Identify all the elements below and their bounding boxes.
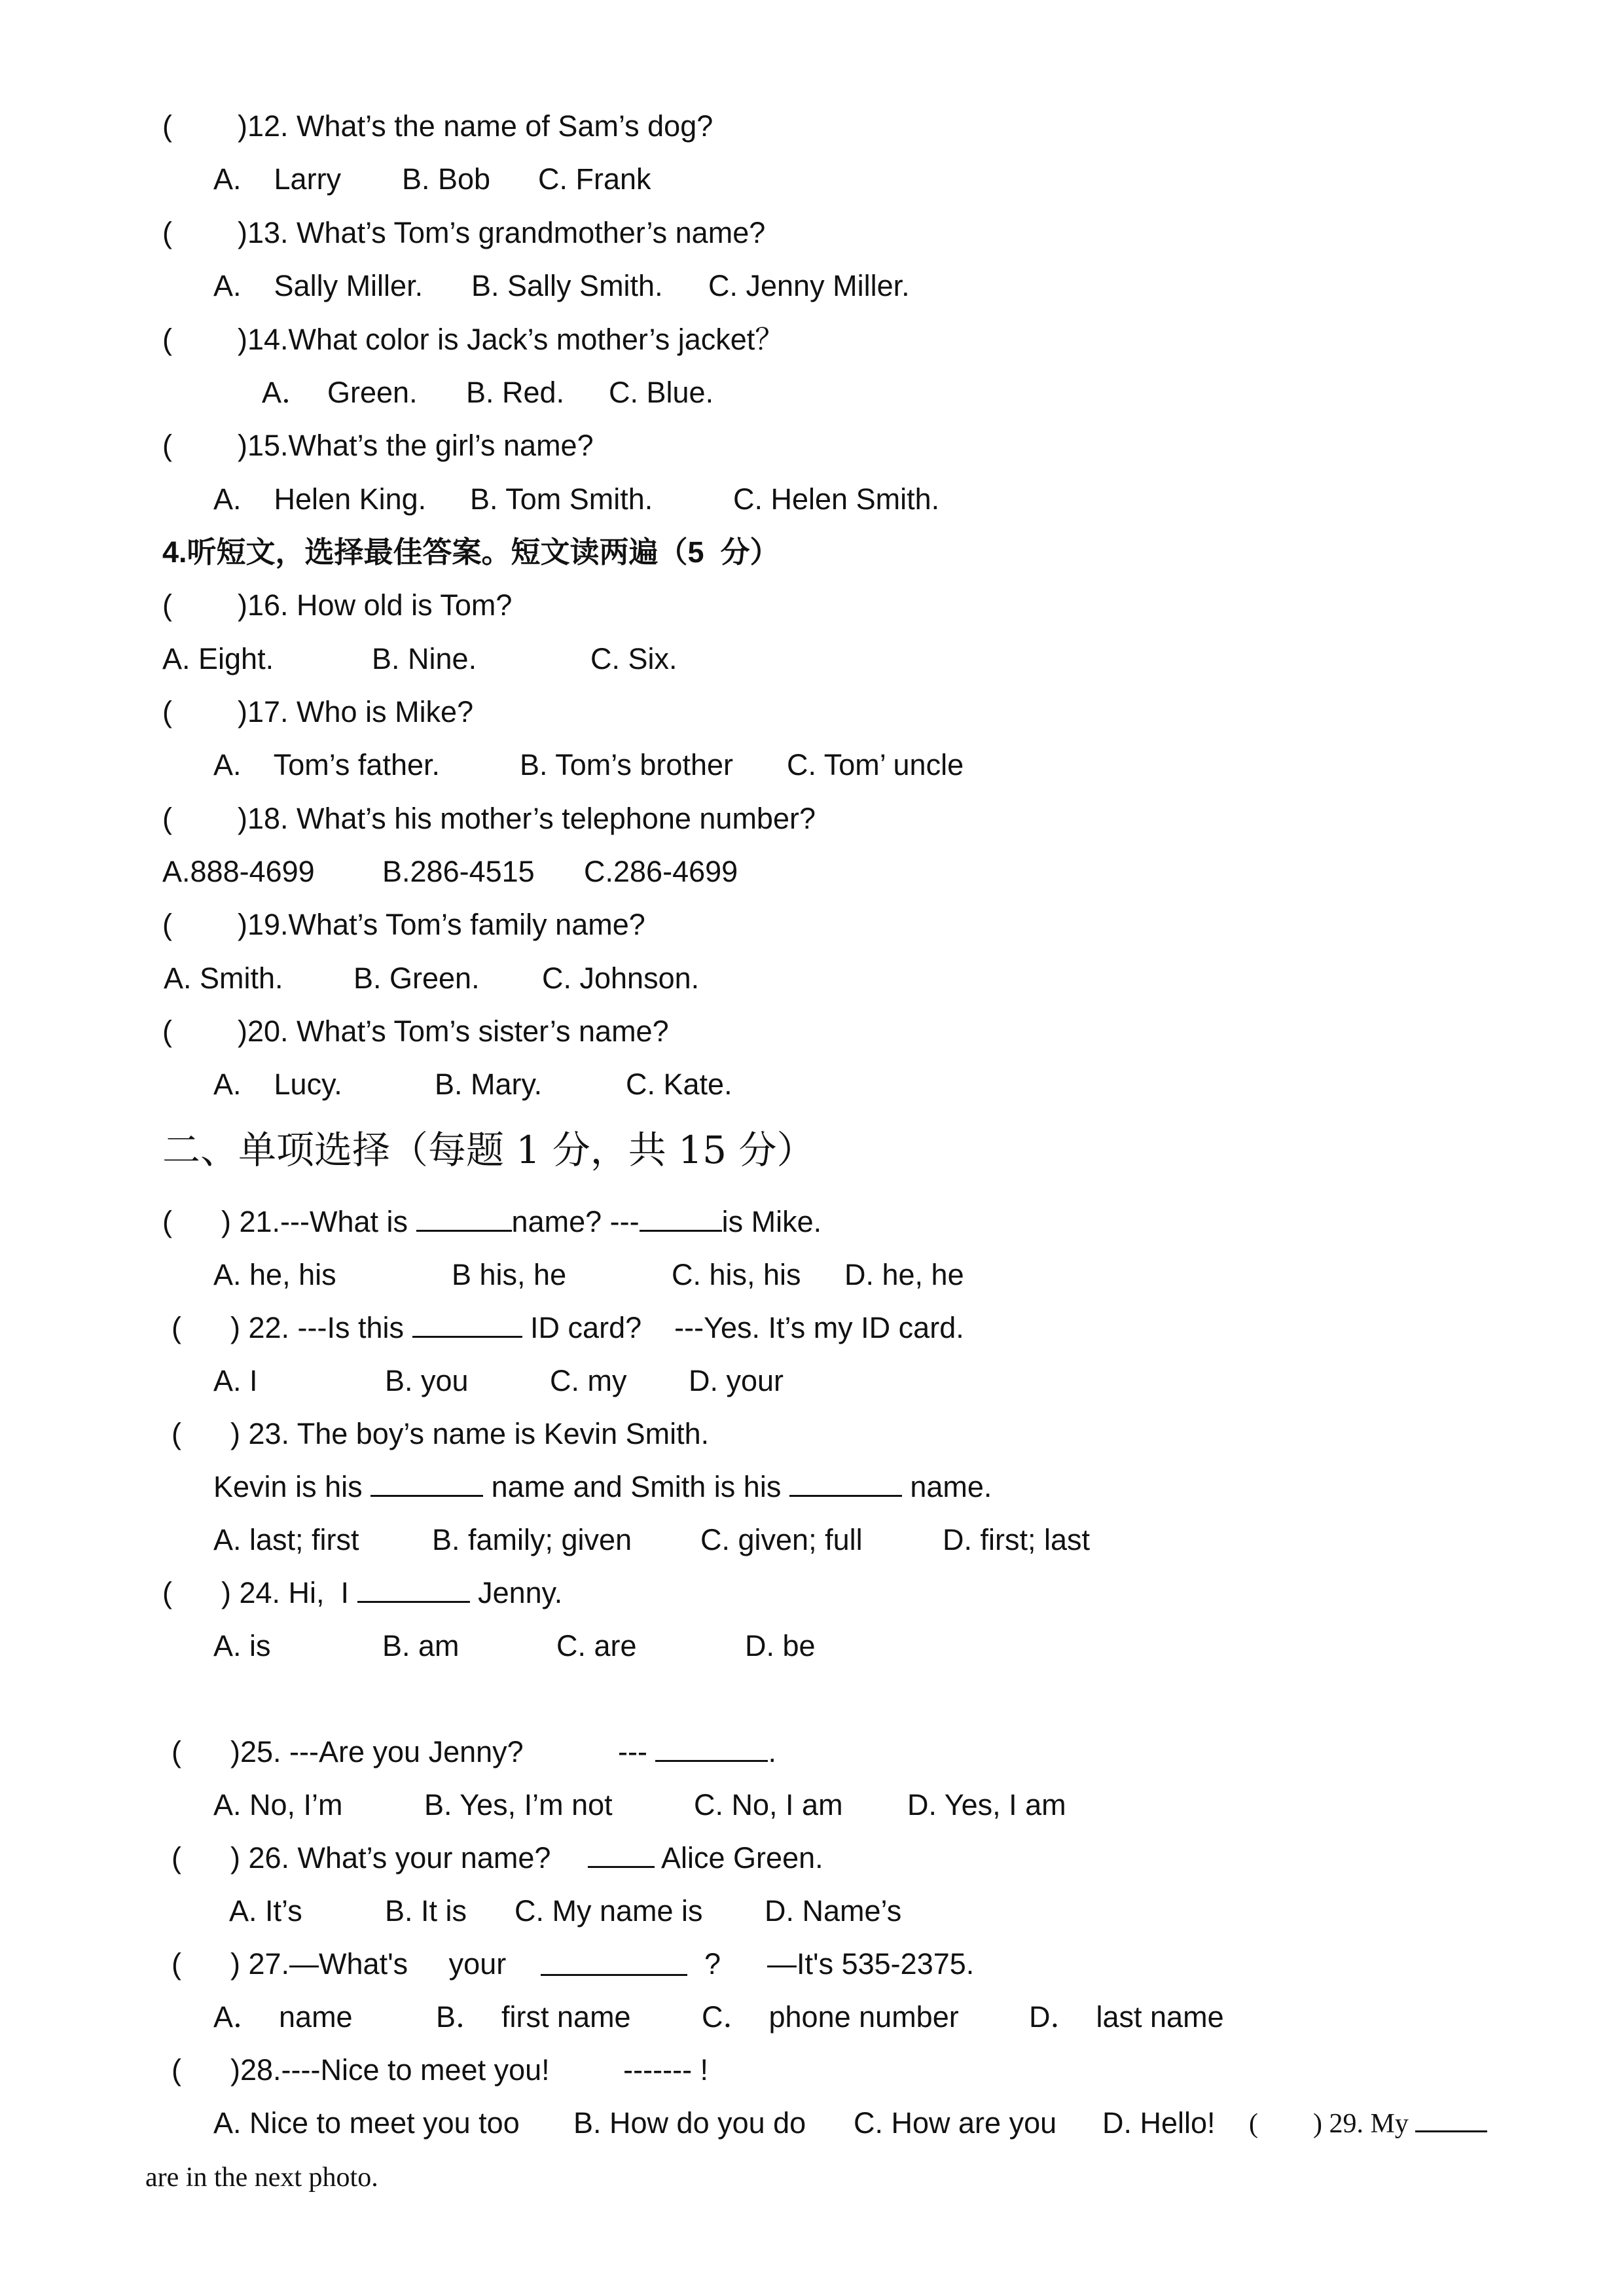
question-16-stem: ( )16. How old is Tom? xyxy=(162,588,513,622)
question-13-option-c: C. Jenny Miller. xyxy=(708,269,910,302)
answer-blank xyxy=(412,1335,522,1338)
question-21-option-c: C. his, his xyxy=(672,1258,801,1291)
question-24-option-c: C. are xyxy=(556,1629,637,1662)
question-28-option-c: C. How are you xyxy=(854,2106,1057,2140)
question-18-stem: ( )18. What’s his mother’s telephone number? xyxy=(162,802,816,835)
question-18-option-b: B.286-4515 xyxy=(382,855,535,888)
question-25-answer-line: --- . xyxy=(618,1735,776,1768)
question-23-option-b: B. family; given xyxy=(432,1523,632,1556)
question-18-option-a: A.888-4699 xyxy=(162,855,315,888)
answer-blank xyxy=(370,1494,483,1497)
question-27-reply: —It's 535-2375. xyxy=(767,1947,975,1981)
question-14-stem: ( )14.What color is Jack’s mother’s jacket？ xyxy=(162,323,785,356)
question-27-option-a: A． name xyxy=(213,2000,353,2034)
question-28-option-b: B. How do you do xyxy=(573,2106,806,2140)
question-26-stem: ( ) 26. What’s your name? xyxy=(171,1841,551,1874)
question-26-answer-line: Alice Green. xyxy=(588,1843,823,1873)
question-25-option-d: D. Yes, I am xyxy=(907,1788,1066,1821)
question-27-option-c: C． phone number xyxy=(702,2000,959,2034)
question-20-option-a: A. Lucy. xyxy=(213,1067,342,1101)
question-23-stem: ( ) 23. The boy’s name is Kevin Smith. xyxy=(171,1417,710,1450)
question-20-option-b: B. Mary. xyxy=(435,1067,543,1101)
question-15-option-c: C. Helen Smith. xyxy=(733,482,940,516)
question-22-option-a: A. I xyxy=(213,1364,258,1397)
question-17-option-b: B. Tom’s brother xyxy=(520,748,733,781)
question-21-option-b: B his, he xyxy=(452,1258,567,1291)
section-2-title: 二、单项选择（每题 1 分，共 15 分） xyxy=(162,1128,815,1172)
question-28-option-d: D. Hello! xyxy=(1102,2106,1216,2140)
question-21-stem: ( ) 21.---What is name? --- is Mike. xyxy=(162,1205,822,1238)
question-17-option-a: A. Tom’s father. xyxy=(213,748,441,781)
question-28-stem: ( )28.----Nice to meet you! ------- ! xyxy=(171,2053,709,2087)
question-26-option-d: D. Name’s xyxy=(765,1894,902,1928)
question-14-option-b: B. Red. xyxy=(466,376,565,409)
answer-blank xyxy=(655,1759,768,1762)
question-24-option-d: D. be xyxy=(745,1629,816,1662)
question-21-option-d: D. he, he xyxy=(844,1258,964,1291)
answer-blank xyxy=(541,1973,687,1976)
answer-blank xyxy=(789,1494,902,1497)
answer-blank xyxy=(1415,2130,1487,2132)
question-15-option-a: A. Helen King. xyxy=(213,482,427,516)
question-26-option-c: C. My name is xyxy=(514,1894,703,1928)
question-27-question-mark: ? xyxy=(704,1947,721,1981)
answer-blank xyxy=(357,1600,470,1603)
part-4-instructions: 4.听短文，选择最佳答案。短文读两遍（5 分） xyxy=(162,535,780,569)
question-25-option-c: C. No, I am xyxy=(694,1788,843,1821)
question-13-option-b: B. Sally Smith. xyxy=(471,269,663,302)
question-22-option-d: D. your xyxy=(689,1364,784,1397)
question-12-option-b: B. Bob xyxy=(402,162,491,196)
question-25-option-b: B. Yes, I’m not xyxy=(424,1788,613,1821)
question-15-option-b: B. Tom Smith. xyxy=(470,482,653,516)
question-16-option-b: B. Nine. xyxy=(372,642,477,675)
question-14-option-a: A． Green. xyxy=(262,376,418,409)
question-12-option-a: A. Larry xyxy=(213,162,342,196)
question-23-sentence: Kevin is his name and Smith is his name. xyxy=(213,1470,992,1503)
question-13-option-a: A. Sally Miller. xyxy=(213,269,424,302)
question-23-option-a: A. last; first xyxy=(213,1523,359,1556)
question-14-option-c: C. Blue. xyxy=(609,376,714,409)
question-16-option-c: C. Six. xyxy=(590,642,677,675)
question-22-stem: ( ) 22. ---Is this ID card? ---Yes. It’s my ID card. xyxy=(171,1311,964,1344)
question-15-stem: ( )15.What’s the girl’s name? xyxy=(162,429,594,462)
question-29-stem: ( ) 29. My xyxy=(1249,2110,1487,2138)
question-25-stem: ( )25. ---Are you Jenny? xyxy=(171,1735,524,1768)
question-19-option-a: A. Smith. xyxy=(164,961,283,995)
question-26-option-b: B. It is xyxy=(385,1894,467,1928)
question-20-option-c: C. Kate. xyxy=(626,1067,732,1101)
question-26-option-a: A. It’s xyxy=(229,1894,302,1928)
question-27-option-d: D． last name xyxy=(1029,2000,1224,2034)
question-22-option-b: B. you xyxy=(385,1364,469,1397)
question-17-option-c: C. Tom’ uncle xyxy=(787,748,964,781)
question-22-option-c: C. my xyxy=(550,1364,627,1397)
question-25-option-a: A. No, I’m xyxy=(213,1788,343,1821)
question-29-continuation: are in the next photo. xyxy=(145,2162,378,2193)
question-27-option-b: B． first name xyxy=(436,2000,631,2034)
question-20-stem: ( )20. What’s Tom’s sister’s name? xyxy=(162,1014,669,1048)
question-17-stem: ( )17. Who is Mike? xyxy=(162,695,474,728)
question-19-option-c: C. Johnson. xyxy=(542,961,700,995)
question-24-option-a: A. is xyxy=(213,1629,271,1662)
question-21-option-a: A. he, his xyxy=(213,1258,336,1291)
answer-blank xyxy=(640,1229,722,1232)
question-19-stem: ( )19.What’s Tom’s family name? xyxy=(162,908,645,941)
question-23-option-c: C. given; full xyxy=(700,1523,863,1556)
answer-blank xyxy=(416,1229,512,1232)
question-24-option-b: B. am xyxy=(382,1629,460,1662)
question-18-option-c: C.286-4699 xyxy=(584,855,738,888)
question-23-option-d: D. first; last xyxy=(943,1523,1091,1556)
question-12-option-c: C. Frank xyxy=(538,162,651,196)
question-19-option-b: B. Green. xyxy=(353,961,480,995)
answer-blank xyxy=(588,1865,655,1868)
question-13-stem: ( )13. What’s Tom’s grandmother’s name? xyxy=(162,216,766,249)
question-28-option-a: A. Nice to meet you too xyxy=(213,2106,520,2140)
question-16-option-a: A. Eight. xyxy=(162,642,274,675)
question-12-stem: ( )12. What’s the name of Sam’s dog? xyxy=(162,109,713,143)
question-24-stem: ( ) 24. Hi, I Jenny. xyxy=(162,1576,563,1609)
question-27-stem: ( ) 27.—What's your xyxy=(171,1947,507,1981)
